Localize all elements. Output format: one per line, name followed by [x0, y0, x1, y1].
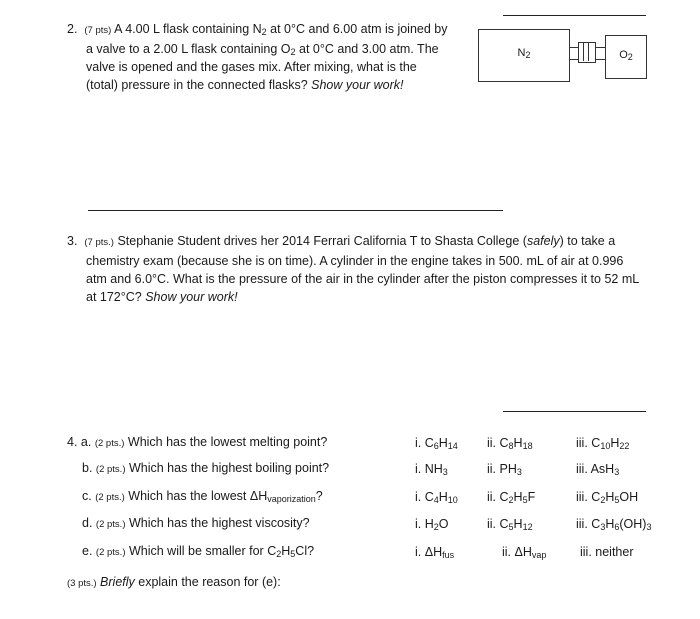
q4-row-c — [82, 487, 323, 505]
q4-e-option-i[interactable]: i. $\Delta H_{fus}$ — [415, 545, 455, 560]
q4-explain-points: (3 pts.) — [67, 578, 97, 589]
q4-d-option-i[interactable]: i. $H_2O$ — [415, 517, 449, 532]
answer-line-q2-work — [88, 210, 503, 211]
q2-points: (7 pts) — [84, 25, 112, 36]
answer-line-q3 — [503, 411, 646, 412]
question-2 — [67, 20, 467, 94]
q4-c-option-ii[interactable]: ii. $C_2H_5F$ — [487, 490, 536, 505]
q4-explain: (3 pts.) Briefly explain the reason for (e): — [67, 575, 281, 589]
q2-line-4: (total) pressure in the connected flasks? Show your work! — [86, 78, 404, 92]
q4-number: 4. — [67, 435, 78, 449]
q3-number: 3. — [67, 234, 78, 248]
q2-line-1: 2. (7 pts) A 4.00 L flask containing $N_2$ at 0°C and 6.00 atm is joined by — [67, 22, 448, 37]
q3-line-3: atm and 6.0°C. What is the pressure of the air in the cylinder after the piston compresses it to 52 mL — [86, 272, 640, 286]
valve-stem-1 — [583, 42, 584, 61]
q4-e-option-ii[interactable]: ii. $\Delta H_{vap}$ — [502, 545, 547, 560]
q3-line-4: at 172°C? Show your work! — [86, 290, 238, 304]
q4-b-option-ii[interactable]: ii. $PH_3$ — [487, 462, 522, 477]
q2-number: 2. — [67, 22, 78, 36]
q3-line-1: 3. (7 pts.) Stephanie Student drives her 2014 Ferrari California T to Shasta College (safely) to take a — [67, 234, 616, 248]
flask-n2: $N_2$ — [478, 29, 570, 82]
q4-row-e — [82, 542, 314, 560]
q4-c-question: Which has the lowest $\Delta H_{vaporization}$? — [128, 489, 323, 504]
q4-d-question: Which has the highest viscosity? — [128, 516, 310, 530]
q4-b-points: (2 pts.) — [95, 464, 126, 475]
q4-c-letter: c. — [82, 489, 92, 503]
q4-b-option-i[interactable]: i. $NH_3$ — [415, 462, 448, 477]
q4-d-letter: d. — [82, 516, 93, 530]
answer-line-q2 — [503, 15, 646, 16]
q4-a-points: (2 pts.) — [94, 438, 125, 449]
q4-b-letter: b. — [82, 461, 93, 475]
question-3 — [67, 232, 667, 306]
q4-row-d — [82, 514, 310, 532]
q3-points: (7 pts.) — [84, 237, 114, 248]
q4-row-a — [67, 433, 327, 451]
q2-line-3: valve is opened and the gases mix. After mixing, what is the — [86, 60, 417, 74]
q4-b-option-iii[interactable]: iii. AsH$_3$ — [576, 462, 620, 477]
q4-d-option-ii[interactable]: ii. $C_5H_{12}$ — [487, 517, 533, 532]
q4-a-option-i[interactable]: i. $C_6H_{14}$ — [415, 436, 458, 451]
flask-o2: $O_2$ — [605, 35, 647, 79]
q4-a-letter: a. — [80, 435, 92, 449]
q4-e-letter: e. — [82, 544, 93, 558]
q4-a-option-ii[interactable]: ii. $C_8H_{18}$ — [487, 436, 533, 451]
q4-e-points: (2 pts.) — [95, 547, 126, 558]
q4-a-option-iii[interactable]: iii. $C_{10}H_{22}$ — [576, 436, 630, 451]
valve-body — [578, 42, 596, 63]
q4-c-option-i[interactable]: i. $C_4H_{10}$ — [415, 490, 458, 505]
q4-row-b — [82, 459, 329, 477]
q4-d-option-iii[interactable]: iii. $C_3H_6(OH)_3$ — [576, 517, 652, 532]
q3-line-2: chemistry exam (because she is on time). A cylinder in the engine takes in 500. mL of air at 0.996 — [86, 254, 624, 268]
q4-c-option-iii[interactable]: iii. $C_2H_5OH$ — [576, 490, 639, 505]
q4-b-question: Which has the highest boiling point? — [128, 461, 330, 475]
q4-d-points: (2 pts.) — [95, 519, 126, 530]
valve-stem-2 — [588, 42, 589, 61]
q4-e-option-iii[interactable]: iii. neither — [580, 545, 634, 559]
q4-c-points: (2 pts.) — [95, 492, 125, 503]
q4-e-question: Which will be smaller for $C_2H_5Cl$? — [128, 544, 315, 559]
q4-a-question: Which has the lowest melting point? — [127, 435, 328, 449]
q2-line-2: a valve to a 2.00 L flask containing $O_2$ at 0°C and 3.00 atm. The — [86, 42, 439, 57]
